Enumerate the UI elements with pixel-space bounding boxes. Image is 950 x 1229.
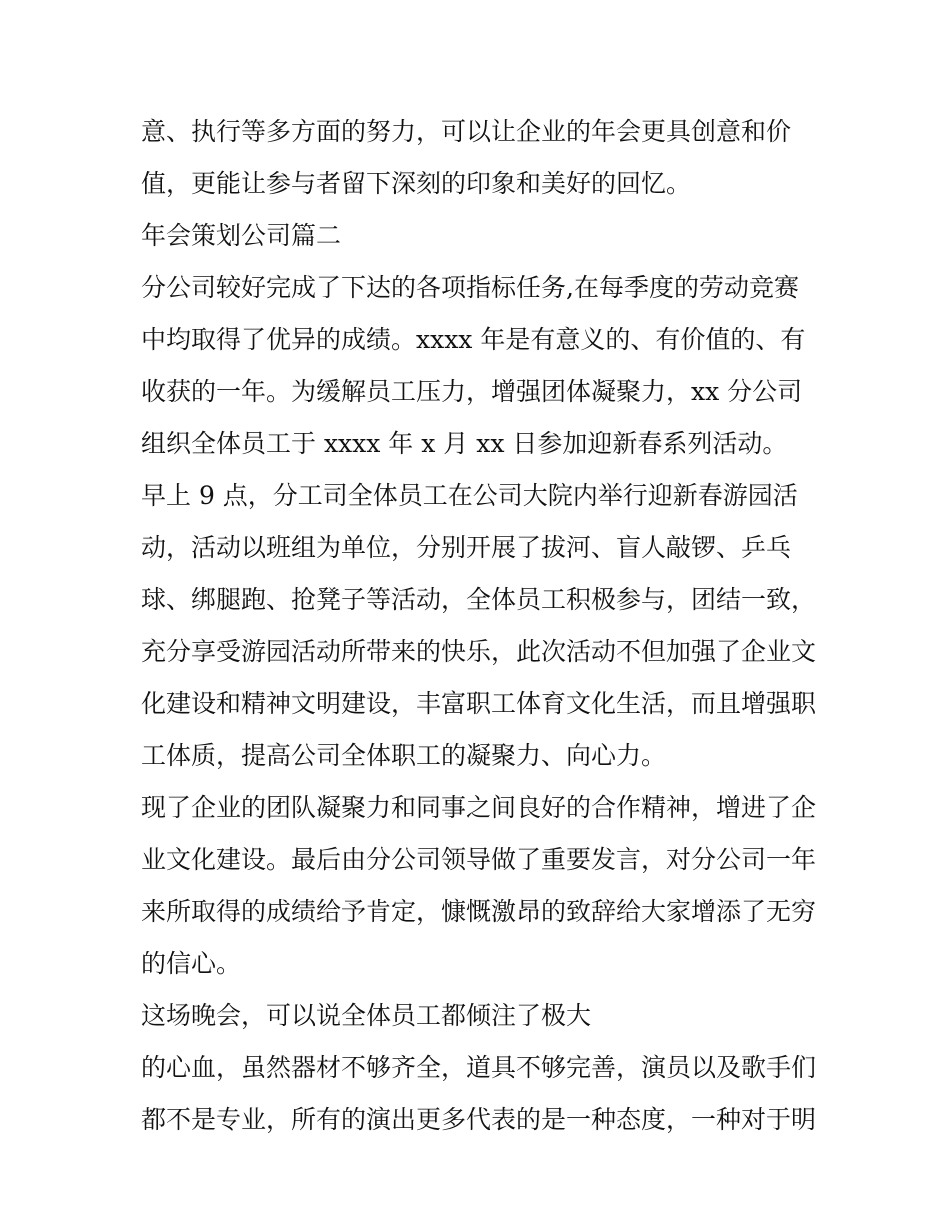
text-line: 值，更能让参与者留下深刻的印象和美好的回忆。 <box>141 169 692 198</box>
text-line: 球、绑腿跑、抢凳子等活动，全体员工积极参与，团结一致， <box>141 585 817 614</box>
text-line: 来所取得的成绩给予肯定，慷慨激昂的致辞给大家增添了无穷 <box>141 897 817 926</box>
text-line: 业文化建设。最后由分公司领导做了重要发言，对分公司一年 <box>141 845 817 874</box>
text-line: 中均取得了优异的成绩。xxxx 年是有意义的、有价值的、有 <box>141 325 806 354</box>
text-line: 分公司较好完成了下达的各项指标任务,在每季度的劳动竞赛 <box>141 273 799 302</box>
text-line: 都不是专业，所有的演出更多代表的是一种态度，一种对于明 <box>141 1105 817 1134</box>
text-line: 动，活动以班组为单位，分别开展了拔河、盲人敲锣、乒乓 <box>141 533 792 562</box>
text-line: 的心血，虽然器材不够齐全，道具不够完善，演员以及歌手们 <box>141 1053 817 1082</box>
text-line: 的信心。 <box>141 949 242 978</box>
text-line: 早上 9 点，分工司全体员工在公司大院内举行迎新春游园活 <box>141 481 798 510</box>
text-line: 组织全体员工于 xxxx 年 x 月 xx 日参加迎新春系列活动。 <box>141 429 788 458</box>
text-line: 工体质，提高公司全体职工的凝聚力、向心力。 <box>141 741 667 770</box>
text-line: 化建设和精神文明建设，丰富职工体育文化生活，而且增强职 <box>141 689 817 718</box>
text-line: 意、执行等多方面的努力，可以让企业的年会更具创意和价 <box>141 117 792 146</box>
section-heading: 年会策划公司篇二 <box>141 221 342 250</box>
text-line: 充分享受游园活动所带来的快乐，此次活动不但加强了企业文 <box>141 637 817 666</box>
text-line: 这场晚会，可以说全体员工都倾注了极大 <box>141 1001 592 1030</box>
text-line: 收获的一年。为缓解员工压力，增强团体凝聚力，xx 分公司 <box>141 377 803 406</box>
document-body <box>141 106 831 1146</box>
text-line: 现了企业的团队凝聚力和同事之间良好的合作精神，增进了企 <box>141 793 817 822</box>
